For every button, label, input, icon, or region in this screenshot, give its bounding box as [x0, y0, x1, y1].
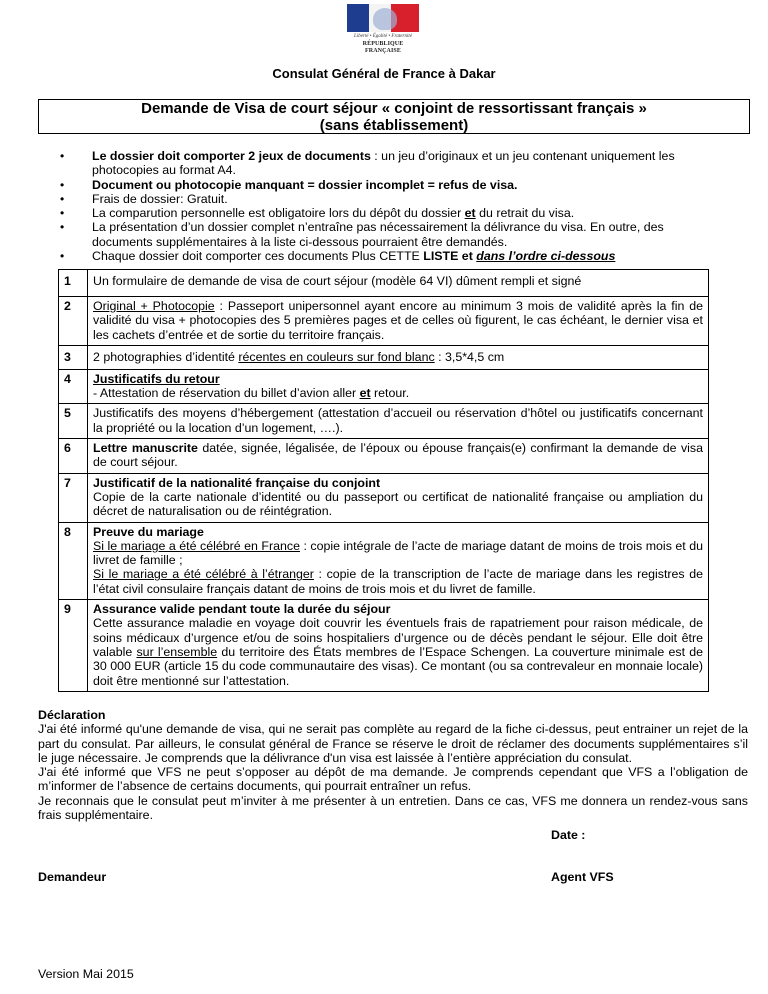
instruction-text: : un jeu d’originaux et un jeu contenant uniquement les photocopies au format A4.	[92, 149, 675, 178]
row-number: 7	[59, 473, 88, 522]
table-row	[59, 473, 709, 522]
table-row	[59, 270, 709, 297]
instruction-text: La comparution personnelle est obligatoire lors du dépôt du dossier	[92, 206, 465, 221]
version-footer: Version Mai 2015	[38, 967, 134, 981]
republique-francaise-logo	[345, 4, 421, 54]
row-text: Justificatifs des moyens d’hébergement (attestation d’accueil ou réservation d’hôtel ou justificatifs concernant la propriété ou la location d’un logement, ….).	[93, 406, 703, 435]
table-row	[59, 369, 709, 404]
row-text: du territoire des États membres de l’Espace Schengen. La couverture minimale est de 30 000 EUR (article 15 du code communautaire des visas). Ce montant (ou sa contrevaleur en monnaie locale) doit être mentionné sur l’attestation.	[93, 644, 703, 688]
row-content	[88, 404, 709, 439]
row-heading: Preuve du mariage	[93, 524, 204, 539]
instruction-text: Chaque dossier doit comporter ces documents Plus CETTE	[92, 249, 424, 264]
row-underlined: Si le mariage a été célébré en France	[93, 538, 300, 553]
table-row	[59, 600, 709, 692]
tricolor-flag	[347, 4, 419, 32]
document-title	[38, 99, 750, 134]
row-content	[88, 345, 709, 369]
declaration-paragraph: Je reconnais que le consulat peut m’inviter à me présenter à un entretien. Dans ce cas, VFS me donnera un rendez-vous sans frais supplémentaire.	[38, 793, 748, 823]
row-underlined: Si le mariage a été célébré à l’étranger	[93, 567, 314, 582]
row-number: 6	[59, 439, 88, 474]
row-number: 5	[59, 404, 88, 439]
consulate-name: Consulat Général de France à Dakar	[272, 66, 496, 81]
instruction-item	[58, 249, 708, 263]
table-row	[59, 522, 709, 599]
table-row	[59, 404, 709, 439]
requirements-table	[58, 269, 709, 692]
instruction-emphasis: dans l’ordre ci-dessous	[476, 249, 616, 264]
row-underlined: récentes en couleurs sur fond blanc	[238, 349, 435, 364]
declaration-section	[38, 708, 748, 822]
instruction-text: Frais de dossier: Gratuit.	[92, 191, 228, 206]
row-emphasis: et	[359, 386, 371, 401]
row-content	[88, 600, 709, 692]
instruction-item	[58, 220, 708, 249]
row-number: 2	[59, 297, 88, 346]
row-bold: Lettre manuscrite	[93, 441, 198, 456]
row-text: : copie de la transcription de l’acte de mariage dans les registres de l’état civil consulaire français datant de moins de trois mois et du livret de famille.	[93, 567, 703, 596]
row-text: Un formulaire de demande de visa de court séjour (modèle 64 VI) dûment rempli et signé	[93, 274, 582, 288]
instruction-item	[58, 192, 708, 206]
logo-republic: RÉPUBLIQUE FRANÇAISE	[362, 41, 404, 54]
instruction-item	[58, 149, 708, 178]
agent-signature-label: Agent VFS	[551, 870, 614, 884]
row-text: 2 photographies d’identité	[93, 349, 239, 364]
row-underlined: Original + Photocopie	[93, 299, 215, 313]
logo-motto: Liberté • Égalité • Fraternité	[354, 34, 412, 39]
row-text: Copie de la carte nationale d’identité ou du passeport ou certificat de nationalité française ou ampliation du décret de naturalisation ou de réintégration.	[93, 489, 703, 519]
row-heading: Assurance valide pendant toute la durée du séjour	[93, 602, 391, 617]
date-label: Date :	[551, 828, 586, 842]
title-line-1: Demande de Visa de court séjour « conjoint de ressortissant français »	[141, 100, 647, 117]
table-row	[59, 297, 709, 346]
declaration-paragraph: J'ai été informé qu'une demande de visa, qui ne serait pas complète au regard de la fiche ci-dessus, peut entrainer un rejet de la part du consulat. Par ailleurs, le consulat général de France se réserve le droit de réclamer des documents supplémentaires s’il le juge nécessaire. Je comprends que la délivrance d'un visa est laissée à l’entière appréciation du consulat.	[38, 722, 748, 765]
flag-blue-band	[347, 4, 369, 32]
title-line-2: (sans établissement)	[319, 117, 469, 134]
row-text: datée, signée, légalisée, de l’époux ou épouse français(e) confirmant la demande de visa de court séjour.	[93, 441, 703, 470]
declaration-heading: Déclaration	[38, 708, 106, 722]
instruction-item	[58, 178, 708, 192]
marianne-profile-icon	[373, 8, 397, 30]
row-content	[88, 473, 709, 522]
instruction-emphasis: et	[464, 206, 476, 221]
row-number: 9	[59, 600, 88, 692]
row-heading: Justificatifs du retour	[93, 371, 220, 386]
applicant-signature-label: Demandeur	[38, 870, 107, 884]
row-content	[88, 297, 709, 346]
row-content	[88, 270, 709, 297]
row-number: 1	[59, 270, 88, 297]
row-content	[88, 369, 709, 404]
instruction-item	[58, 206, 708, 220]
instruction-bold: LISTE et	[423, 249, 477, 264]
row-text: : copie intégrale de l’acte de mariage datant de moins de trois mois et du livret de famille ;	[93, 538, 703, 568]
flag-white-band	[369, 4, 391, 32]
row-heading: Justificatif de la nationalité française du conjoint	[93, 475, 381, 490]
row-text: : Passeport unipersonnel ayant encore au minimum 3 mois de validité après la fin de validité du visa + photocopies des 5 premières pages et de celles où figurent, le cas échéant, le dernier visa et les cachets d’entrée et de sortie du territoire français.	[93, 299, 703, 342]
row-text: : 3,5*4,5 cm	[434, 349, 505, 364]
table-row	[59, 439, 709, 474]
instructions-list	[58, 149, 708, 263]
row-number: 3	[59, 345, 88, 369]
row-underlined: sur l’ensemble	[136, 644, 218, 659]
row-number: 4	[59, 369, 88, 404]
row-content	[88, 439, 709, 474]
row-content	[88, 522, 709, 599]
instruction-text: La présentation d’un dossier complet n’entraîne pas nécessairement la délivrance du visa. En outre, des documents supplémentaires à la liste ci-dessous pourraient être demandés.	[92, 220, 664, 249]
instruction-bold: Le dossier doit comporter 2 jeux de documents	[92, 149, 371, 163]
instruction-text: du retrait du visa.	[475, 206, 575, 221]
row-text: retour.	[370, 386, 410, 401]
table-row	[59, 345, 709, 369]
instruction-bold: Document ou photocopie manquant = dossier incomplet = refus de visa.	[92, 177, 518, 192]
row-text: - Attestation de réservation du billet d’avion aller	[93, 386, 360, 401]
declaration-paragraph: J'ai été informé que VFS ne peut s’opposer au dépôt de ma demande. Je comprends cependant que VFS a l’obligation de m’informer de l’absence de certains documents, qui pourrait entraîner un refus.	[38, 765, 748, 794]
row-text: Cette assurance maladie en voyage doit couvrir les éventuels frais de rapatriement pour raison médicale, de soins médicaux d’urgence et/ou de soins hospitaliers d’urgence ou de décès pendant le séjour. Elle doit être valable	[93, 616, 703, 659]
row-number: 8	[59, 522, 88, 599]
